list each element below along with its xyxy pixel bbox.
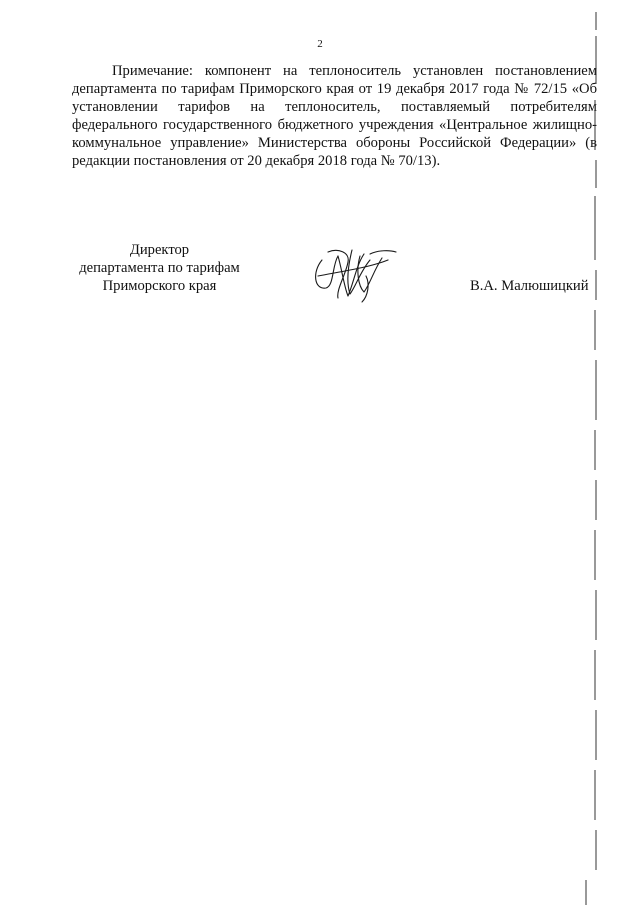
signatory-title-line: департамента по тарифам <box>79 260 240 276</box>
signatory-title <box>62 241 257 295</box>
scan-edge-line <box>580 0 600 905</box>
page-number: 2 <box>317 38 323 50</box>
handwritten-signature <box>308 246 400 306</box>
signatory-title-line: Приморского края <box>102 278 217 294</box>
note-paragraph: Примечание: компонент на теплоноситель установлен постановлением департамента по тарифам Приморского края от 19 декабря 2017 года № 72/15 «Об установлении тарифов на теплоноситель, поставляемый потребителям федерального государственного бюджетного учреждения «Центральное жилищно-коммунальное управление» Министерства обороны Российской Федерации» (в редакции постановления от 20 декабря 2018 года № 70/13). <box>72 63 597 169</box>
signer-name: В.А. Малюшицкий <box>470 278 589 294</box>
signatory-title-line: Директор <box>129 242 190 258</box>
